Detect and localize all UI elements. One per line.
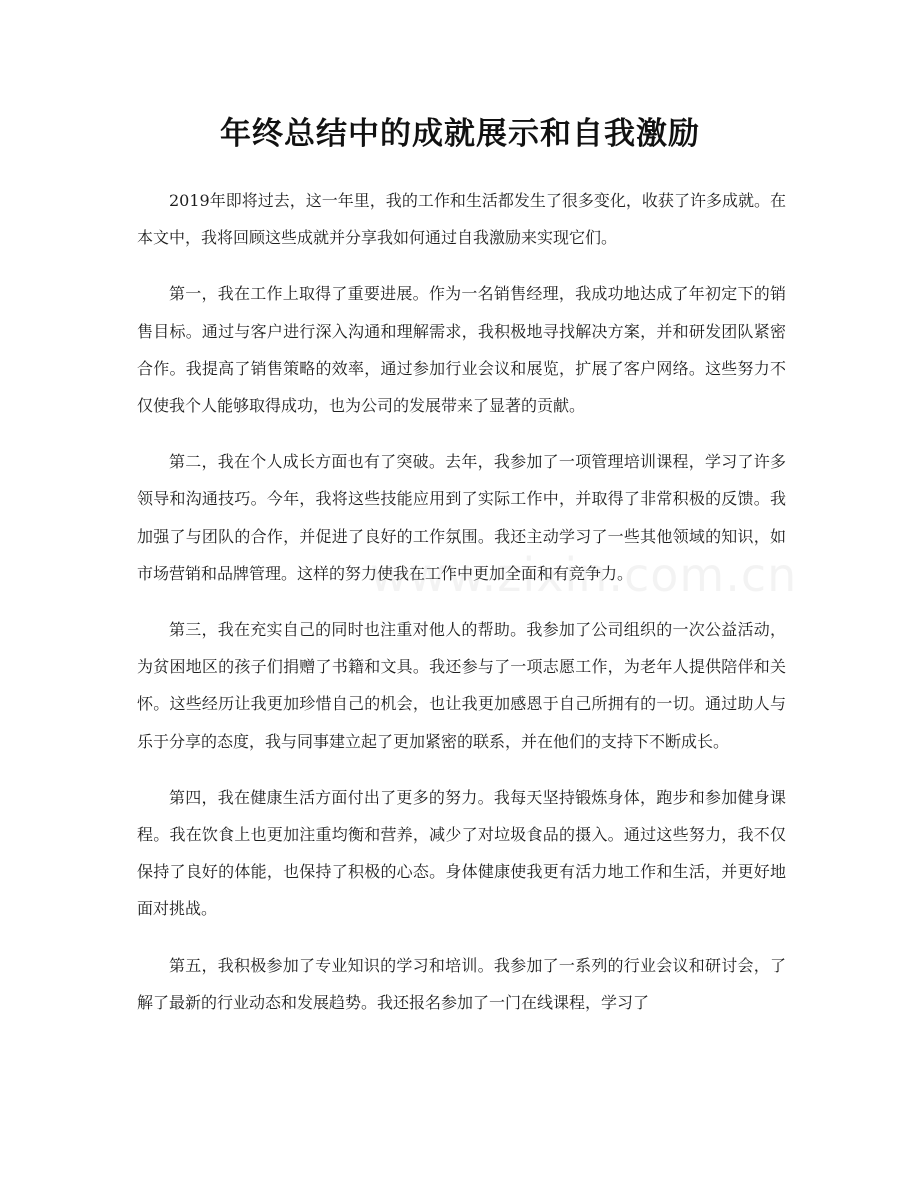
- paragraph-first: 第一，我在工作上取得了重要进展。作为一名销售经理，我成功地达成了年初定下的销售目标。通过与客户进行深入沟通和理解需求，我积极地寻找解决方案，并和研发团队紧密合作。我提高了销售策略的效率，通过参加行业会议和展览，扩展了客户网络。这些努力不仅使我个人能够取得成功，也为公司的发展带来了显著的贡献。: [137, 284, 786, 416]
- paragraph-second: 第二，我在个人成长方面也有了突破。去年，我参加了一项管理培训课程，学习了许多领导和沟通技巧。今年，我将这些技能应用到了实际工作中，并取得了非常积极的反馈。我加强了与团队的合作，并促进了良好的工作氛围。我还主动学习了一些其他领域的知识，如市场营销和品牌管理。这样的努力使我在工作中更加全面和有竞争力。: [137, 452, 786, 583]
- paragraph-fifth: 第五，我积极参加了专业知识的学习和培训。我参加了一系列的行业会议和研讨会，了解了最新的行业动态和发展趋势。我还报名参加了一门在线课程，学习了: [137, 955, 786, 1012]
- paragraph-intro: 2019年即将过去，这一年里，我的工作和生活都发生了很多变化，收获了许多成就。在本文中，我将回顾这些成就并分享我如何通过自我激励来实现它们。: [137, 191, 786, 248]
- paragraph-fourth: 第四，我在健康生活方面付出了更多的努力。我每天坚持锻炼身体，跑步和参加健身课程。我在饮食上也更加注重均衡和营养，减少了对垃圾食品的摄入。通过这些努力，我不仅保持了良好的体能，也保持了积极的心态。身体健康使我更有活力地工作和生活，并更好地面对挑战。: [137, 787, 786, 919]
- document-title: 年终总结中的成就展示和自我激励: [220, 116, 700, 152]
- document-body: [137, 182, 786, 1040]
- paragraph-third: 第三，我在充实自己的同时也注重对他人的帮助。我参加了公司组织的一次公益活动，为贫困地区的孩子们捐赠了书籍和文具。我还参与了一项志愿工作，为老年人提供陪伴和关怀。这些经历让我更加珍惜自己的机会，也让我更加感恩于自己所拥有的一切。通过助人与乐于分享的态度，我与同事建立起了更加紧密的联系，并在他们的支持下不断成长。: [137, 620, 786, 751]
